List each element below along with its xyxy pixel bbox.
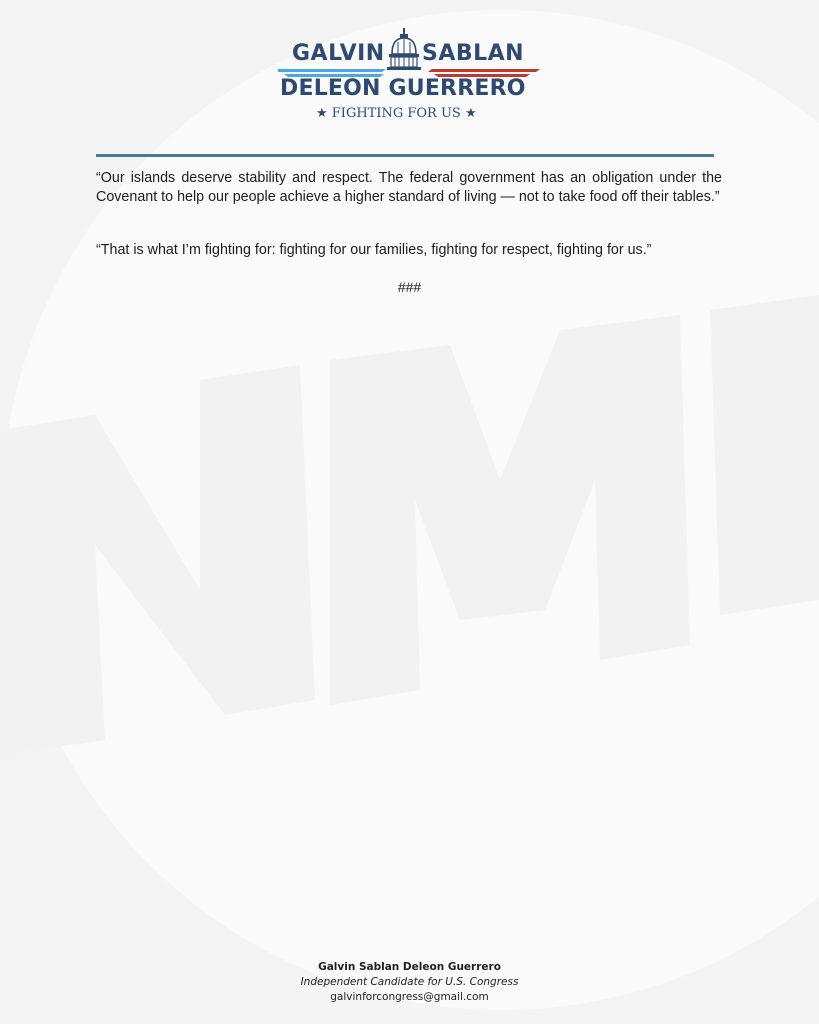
quote-paragraph-2: “That is what I’m fighting for: fighting for our families, fighting for respect, fighting for us.” xyxy=(96,242,652,258)
footer-name: Galvin Sablan Deleon Guerrero xyxy=(318,961,501,973)
footer-email[interactable]: galvinforcongress@gmail.com xyxy=(330,991,489,1003)
end-mark: ### xyxy=(397,279,422,295)
logo-last-name: DELEON GUERRERO xyxy=(280,76,526,101)
header-divider xyxy=(96,154,714,157)
quote-paragraph-1: “Our islands deserve stability and respect. The federal government has an obligation under the Covenant to help our people achieve a higher standard of living — not to take food off their tables.” xyxy=(96,170,722,205)
footer-title: Independent Candidate for U.S. Congress xyxy=(300,976,519,988)
logo-first-name: GALVIN xyxy=(292,41,385,66)
logo-tagline: ★ FIGHTING FOR US ★ xyxy=(316,106,477,121)
logo-middle-name: SABLAN xyxy=(422,41,525,66)
campaign-logo xyxy=(278,28,540,128)
